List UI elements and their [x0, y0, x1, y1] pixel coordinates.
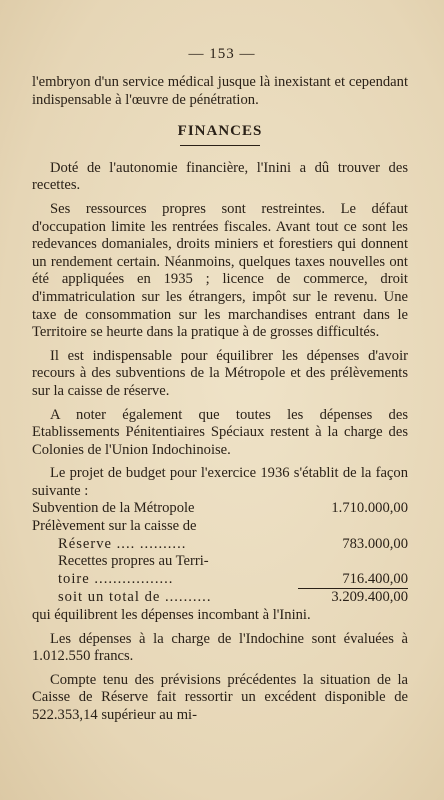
paragraph-3: Il est indispensable pour équilibrer les dépenses d'avoir recours à des subventions de la Métropole et des prélèvements sur la caisse de réserve. — [32, 347, 408, 399]
section-heading: FINANCES — [177, 123, 263, 140]
paragraph-2: Ses ressources propres sont restreintes. Le défaut d'occupation limite les rentrées fiscales. Avant tout ce sont les redevances domaniales, droits miniers et forestiers qui donnent un rendement certain. Néanmoins, quelques taxes nouvelles ont été appliquées en 1935 ; licence de commerce, droit d'immatriculation sur les étrangers, impôt sur le revenu. Une taxe de consommation sur les marchandises entrant dans le Territoire se heurte dans la pratique à de grosses difficultés. — [32, 200, 408, 341]
budget-row-total — [32, 588, 408, 607]
page-number: — 153 — — [188, 46, 256, 62]
budget-label: Réserve .... .......... — [58, 535, 187, 552]
budget-row-recettes-a — [32, 553, 408, 571]
budget-row-recettes-b — [32, 571, 408, 589]
budget-amount: 1.710.000,00 — [331, 500, 408, 517]
budget-row-prelevement-b — [32, 536, 408, 554]
paragraph-4: A noter également que toutes les dépenses des Etablissements Pénitentiaires Spéciaux restent à la charge des Colonies de l'Union Indochinoise. — [32, 406, 408, 458]
budget-row-prelevement-a — [32, 518, 408, 536]
page-body — [32, 74, 408, 731]
paragraph-intro: l'embryon d'un service médical jusque là inexistant et cependant indispensable à l'œuvre de pénétration. — [32, 74, 408, 108]
budget-label: toire ................. — [58, 570, 174, 587]
paragraph-5: Le projet de budget pour l'exercice 1936 s'établit de la façon suivante : — [32, 465, 408, 499]
budget-label: Recettes propres au Terri- — [58, 553, 209, 570]
heading-underline — [180, 145, 260, 146]
budget-total-amount: 3.209.400,00 — [298, 588, 408, 607]
paragraph-7: Les dépenses à la charge de l'Indochine sont évaluées à 1.012.550 francs. — [32, 630, 408, 665]
budget-table — [32, 500, 408, 607]
paragraph-1: Doté de l'autonomie financière, l'Inini a dû trouver des recettes. — [32, 159, 408, 194]
paragraph-8: Compte tenu des prévisions précédentes la situation de la Caisse de Réserve fait ressortir un excédent disponible de 522.353,14 supérieur au mi- — [32, 671, 408, 723]
budget-row-subvention — [32, 500, 408, 518]
paragraph-6: qui équilibrent les dépenses incombant à l'Inini. — [32, 607, 311, 624]
budget-label: Subvention de la Métropole — [32, 500, 195, 517]
budget-amount: 783.000,00 — [342, 535, 408, 552]
budget-label: Prélèvement sur la caisse de — [32, 518, 197, 535]
budget-amount: 716.400,00 — [342, 570, 408, 587]
budget-total-label: soit un total de .......... — [58, 589, 212, 606]
